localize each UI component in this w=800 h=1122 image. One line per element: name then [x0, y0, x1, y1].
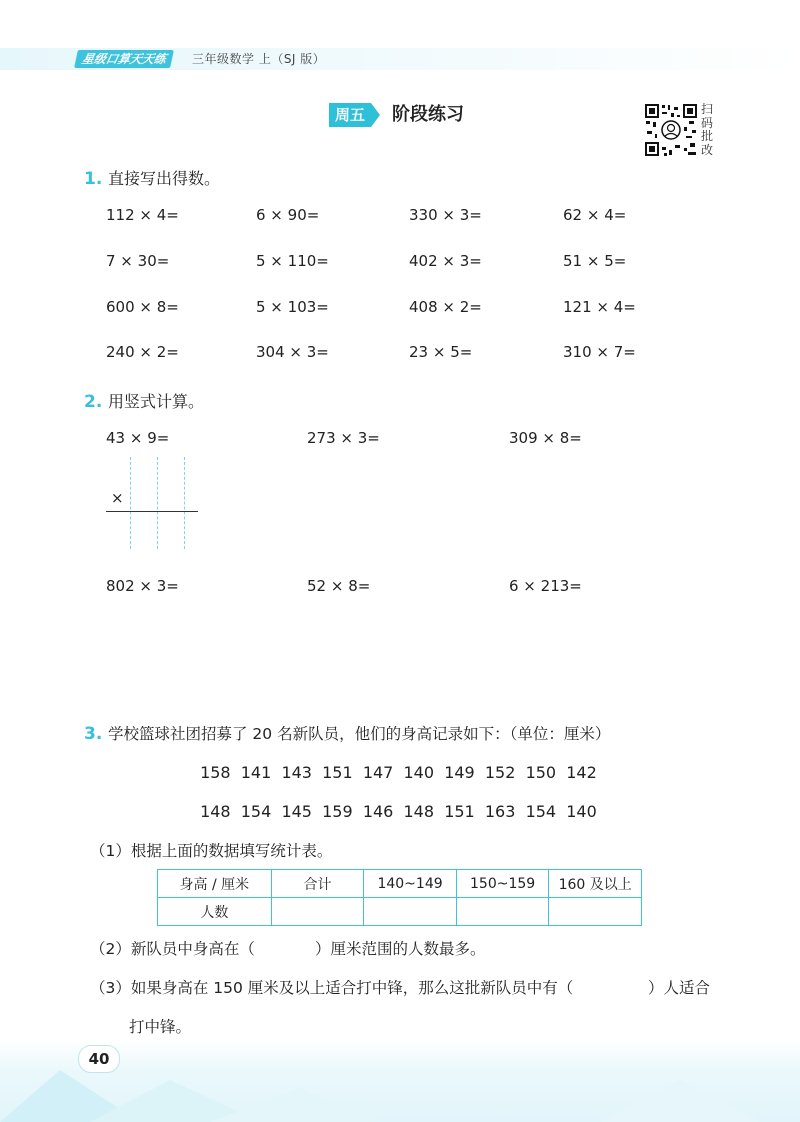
- height-value: 159: [322, 802, 353, 821]
- column-guide-line: [184, 457, 185, 549]
- q2-instruction: 用竖式计算。: [108, 392, 205, 411]
- q1-problem: 7 × 30=: [106, 252, 170, 270]
- q3-number: 3.: [84, 724, 103, 744]
- height-value: 158: [200, 763, 231, 782]
- height-value: 140: [403, 763, 435, 782]
- q1-problem: 600 × 8=: [106, 298, 179, 316]
- day-tag-arrow: [371, 103, 380, 127]
- height-value: 148: [200, 802, 231, 821]
- height-stat-table: [157, 869, 642, 926]
- height-data-row-2: [195, 801, 602, 823]
- table-header-cell: 合计: [271, 870, 364, 898]
- answer-cell[interactable]: [549, 898, 642, 926]
- q3-sub3-part2: ）人适合: [648, 979, 711, 997]
- height-value: 141: [240, 763, 272, 782]
- q2-problem: 273 × 3=: [307, 429, 380, 447]
- height-data-row-1: [195, 762, 602, 784]
- q1-problem: 51 × 5=: [563, 252, 627, 270]
- scan-to-grade-label: 扫码批改: [701, 102, 714, 157]
- height-value: 142: [566, 763, 597, 782]
- table-header-cell: 140~149: [364, 870, 457, 898]
- height-value: 163: [484, 802, 516, 821]
- qr-code-icon[interactable]: [644, 103, 698, 157]
- q1-problem: 5 × 110=: [256, 252, 329, 270]
- table-header-cell: 身高 / 厘米: [158, 870, 272, 898]
- height-value: 146: [362, 802, 394, 821]
- q3-sub1: （1）根据上面的数据填写统计表。: [90, 842, 333, 860]
- table-header-cell: 150~159: [456, 870, 549, 898]
- page-title: 阶段练习: [392, 104, 464, 125]
- book-subtitle: 三年级数学 上（SJ 版）: [192, 52, 326, 66]
- q1-problem: 330 × 3=: [409, 206, 482, 224]
- q1-number: 1.: [84, 169, 103, 189]
- q2-problem: 802 × 3=: [106, 577, 179, 595]
- q1-problem: 62 × 4=: [563, 206, 627, 224]
- height-value: 149: [444, 763, 475, 782]
- q1-problem: 112 × 4=: [106, 206, 179, 224]
- day-tag: 周五: [329, 103, 371, 127]
- q1-problem: 23 × 5=: [409, 343, 473, 361]
- q2-number: 2.: [84, 392, 103, 412]
- q2-problem: 43 × 9=: [106, 429, 170, 447]
- table-header-cell: 160 及以上: [549, 870, 642, 898]
- height-value: 151: [444, 802, 475, 821]
- answer-cell[interactable]: [364, 898, 457, 926]
- height-value: 147: [362, 763, 394, 782]
- height-value: 145: [281, 802, 312, 821]
- q3-sub2-part2: ）厘米范围的人数最多。: [315, 940, 486, 958]
- q1-problem: 240 × 2=: [106, 343, 179, 361]
- height-value: 154: [240, 802, 272, 821]
- q1-problem: 5 × 103=: [256, 298, 329, 316]
- q3-instruction: 学校篮球社团招募了 20 名新队员，他们的身高记录如下：（单位：厘米）: [108, 725, 611, 743]
- answer-cell[interactable]: [271, 898, 364, 926]
- q1-problem: 304 × 3=: [256, 343, 329, 361]
- table-row: [158, 870, 642, 898]
- q1-problem: 6 × 90=: [256, 206, 320, 224]
- height-value: 151: [322, 763, 353, 782]
- answer-cell[interactable]: [456, 898, 549, 926]
- q1-problem: 402 × 3=: [409, 252, 482, 270]
- q3-sub2-part1: （2）新队员中身高在（: [90, 940, 255, 958]
- q3-sub3-part1: （3）如果身高在 150 厘米及以上适合打中锋，那么这批新队员中有（: [90, 979, 574, 997]
- height-value: 154: [525, 802, 557, 821]
- q1-problem: 310 × 7=: [563, 343, 636, 361]
- table-row-label: 人数: [158, 898, 272, 926]
- q2-problem: 309 × 8=: [509, 429, 582, 447]
- q1-instruction: 直接写出得数。: [108, 169, 221, 188]
- q1-problem: 408 × 2=: [409, 298, 482, 316]
- q2-problem: 52 × 8=: [307, 577, 371, 595]
- height-value: 152: [484, 763, 516, 782]
- table-row: [158, 898, 642, 926]
- series-brand: 星级口算天天练: [74, 50, 174, 68]
- height-value: 150: [525, 763, 557, 782]
- page-number: 40: [78, 1045, 120, 1073]
- column-guide-line: [157, 457, 158, 549]
- multiply-sign: ×: [111, 489, 124, 507]
- vertical-calc-line: [106, 511, 198, 512]
- height-value: 148: [403, 802, 435, 821]
- footer-decoration: [0, 1050, 800, 1122]
- height-value: 140: [566, 802, 597, 821]
- column-guide-line: [130, 457, 131, 549]
- height-value: 143: [281, 763, 312, 782]
- q2-problem: 6 × 213=: [509, 577, 582, 595]
- q3-sub3-part3: 打中锋。: [129, 1018, 192, 1036]
- q1-problem: 121 × 4=: [563, 298, 636, 316]
